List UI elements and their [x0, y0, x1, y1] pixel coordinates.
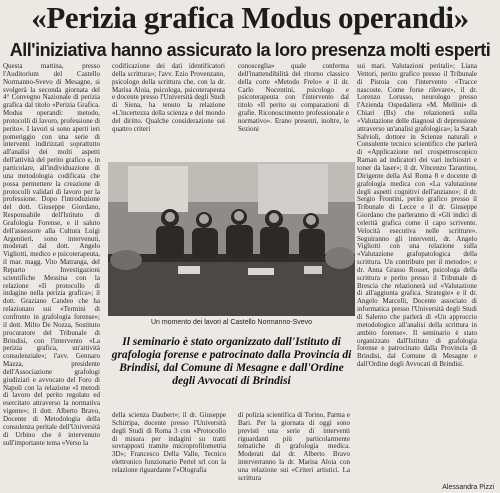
article-text: della scienza Daubert»; il dr. Giuseppe Schirripa, docente presso l'Università degli Studi di Roma 3 con «Protocollo di misura per indagini su tratti sovrapposti tramite microprofilometria 3D»; Francesco Della Valle, Tecnico elettronico funzionario Pertel srl con la relazione riguardante l'«Olografia: [112, 412, 226, 474]
article-text: conosceglia» quale conferma dell'inattendibilità del ritorno classico della corte «Metodo Frelo» e il dr. Carlo Nocentini, psicologo e psicoterapeuta con l'intervento dal titolo «Il perito su comparazioni di grafie. Riconoscimento professionale e normativo». Erano presenti, inoltre, le Sezioni: [238, 63, 349, 133]
article-column-6: [238, 412, 350, 487]
article-column-2: [112, 63, 225, 159]
conference-photo-graphic: [108, 162, 355, 316]
article-text: sui mari. Valutazioni peritali»; Liana Vettori, perito grafico presso il Tribunale di Pistoia con l'intervento «Tracce nascoste. Come forse rilevare», il dr. Lorenzo Lorusso, neurologo presso l'Azienda Ospedaliera «M. Mellini» di Chiari (Bs) che relazionerà sulla «Valutazione delle diagnosi di depressione attraverso un'analisi grafologica»; la Sarah Salvioli, dottore in Scienze naturali e Consulente tecnico scientifico che parlerà di «Applicazione nel crospettroscopico Raman ad indicatori dei vari inchiostri e toner da laser»; il dr. Vincenzo Tarantino, Dirigente della Asl Roma 8 e docente di grafologia medica con «La valutazione degli aspetti cognitivi dell'anziano»; il dr. Sergio Frontini, perito grafico presso il Tribunale di Lecce e il dr. Giuseppe Giordano che parleranno di «Gli indici di celerità grafica come il capo scrivente. Velocità esecutiva nelle scritture». Seguiranno gli interventi, dr. Angelo Vigliotti con una relazione sulla «Valutazione grafopatologica della scrittura. Un contributo per il metodo»; e dr. Anna Grasso Rosset, psicologa della scrittura e perito presso il Tribunale di Brescia che relazionerà sul «Valutazione di all'aggiunta grafica. Strategie» e il dr. Angelo Marcelli, Docente associato di informatica presso l'Università degli Studi di Salerno che parlerà di «Un approccio metodologico all'analisi della scrittura in ambito forense». Il seminario è stato organizzato dall'Istituto di grafologia forense e patrocinato dalla Provincia di Brindisi, dal Comune di Mesagne e dall'Ordine degli Avvocati di Brindisi.: [357, 63, 477, 369]
subheadline: All'iniziativa hanno assicurato la loro presenza molti esperti: [9, 40, 491, 60]
article-text: di polizia scientifica di Torino, Parma e Bari. Per la giornata di oggi sono previsti una serie di interventi riguardanti più particolarmente tematiche di grafologia medica. Moderati dal dr. Alberto Bravo interverranno la dr. Marisa Aloia con una relazione sui «Criteri artistici. La scrittura: [238, 412, 350, 482]
headline: «Perizia grafica Modus operandi»: [31, 0, 469, 35]
author-signature: Alessandra Pizzi: [442, 484, 494, 491]
photo-caption: Un momento dei lavori al Castello Normanno-Svevo: [150, 319, 313, 326]
article-column-5: [112, 412, 226, 487]
conference-photo: [108, 162, 355, 316]
article-column-3: [238, 63, 349, 159]
article-text: Questa mattina, presso l'Auditorium del Castello Normanno-Svevo di Mesagne, si svolgerà la seconda giornata del 4° Convegno Nazionale di perizia grafica dal titolo «Perizia Grafica. Modus operandi: metodo, protocolli di lavoro, professione di perito». I lavori si sono aperti ieri pomeriggio con una serie di interventi indirizzati soprattutto all'analisi dei molti aspetti dell'attività del perito grafico e, in particolare, all'individuazione di una metodologia codificata che possa permettere la creazione di protocolli validati di lavoro per la professione. Dopo l'introduzione del dott. Giuseppe Giordano, Responsabile dell'Istituto di Grafologia Forense, e il saluto dell'assessore alla Cultura Luigi Argentieri, sono intervenuti, moderati dal dott. Angelo Vigliotti, medico e psicoterapeuta, il mar. magg. Vito Matranga, del Reparto Investigazioni scientifiche Messina con la relazione «Il protocollo di indagine nella perizia grafica»; il dott. Graziano Candeo che ha relazionato sui «Termini di confronto in grafologia forense»; il dott. Milto De Nozza, Sostituto procuratore del Tribunale di Brindisi, con l'intervento «La perizia grafica, un'attività consulenziale»; l'avv. Gennaro Mazza, presidente dell'Associazione grafologi giudiziari e avvocato del Foro di Napoli con la relazione «I metodi di lavoro del perito regolato ed esercitato attraverso la normativa vigente»; il dott. Alberto Bravo, Docente di Metodologia della consulenza peritale dell'Università di Urbino che è intervenuto sull'importante tema «Verso la: [3, 63, 100, 447]
article-text: codificazione dei dati identificatori della scrittura»; l'avv. Ezio Provenzano, psicologo della scrittura che, con la dr. Marisa Aloia, psicologa, psicoterapeuta e docente presso l'Università degli Studi di Siena, ha tenuto la relazione «L'incertezza della scienza e del mondo del diritto. Qualche considerazione sui quattro criteri: [112, 63, 225, 133]
article-column-1: [3, 63, 100, 485]
article-column-4: [357, 63, 497, 485]
pull-quote: Il seminario è stato organizzato dall'Istituto di grafologia forense e patrocinato dalla Provincia di Brindisi, dal Comune di Mesagne e dall'Ordine degli Avvocati di Brindisi: [111, 336, 352, 387]
